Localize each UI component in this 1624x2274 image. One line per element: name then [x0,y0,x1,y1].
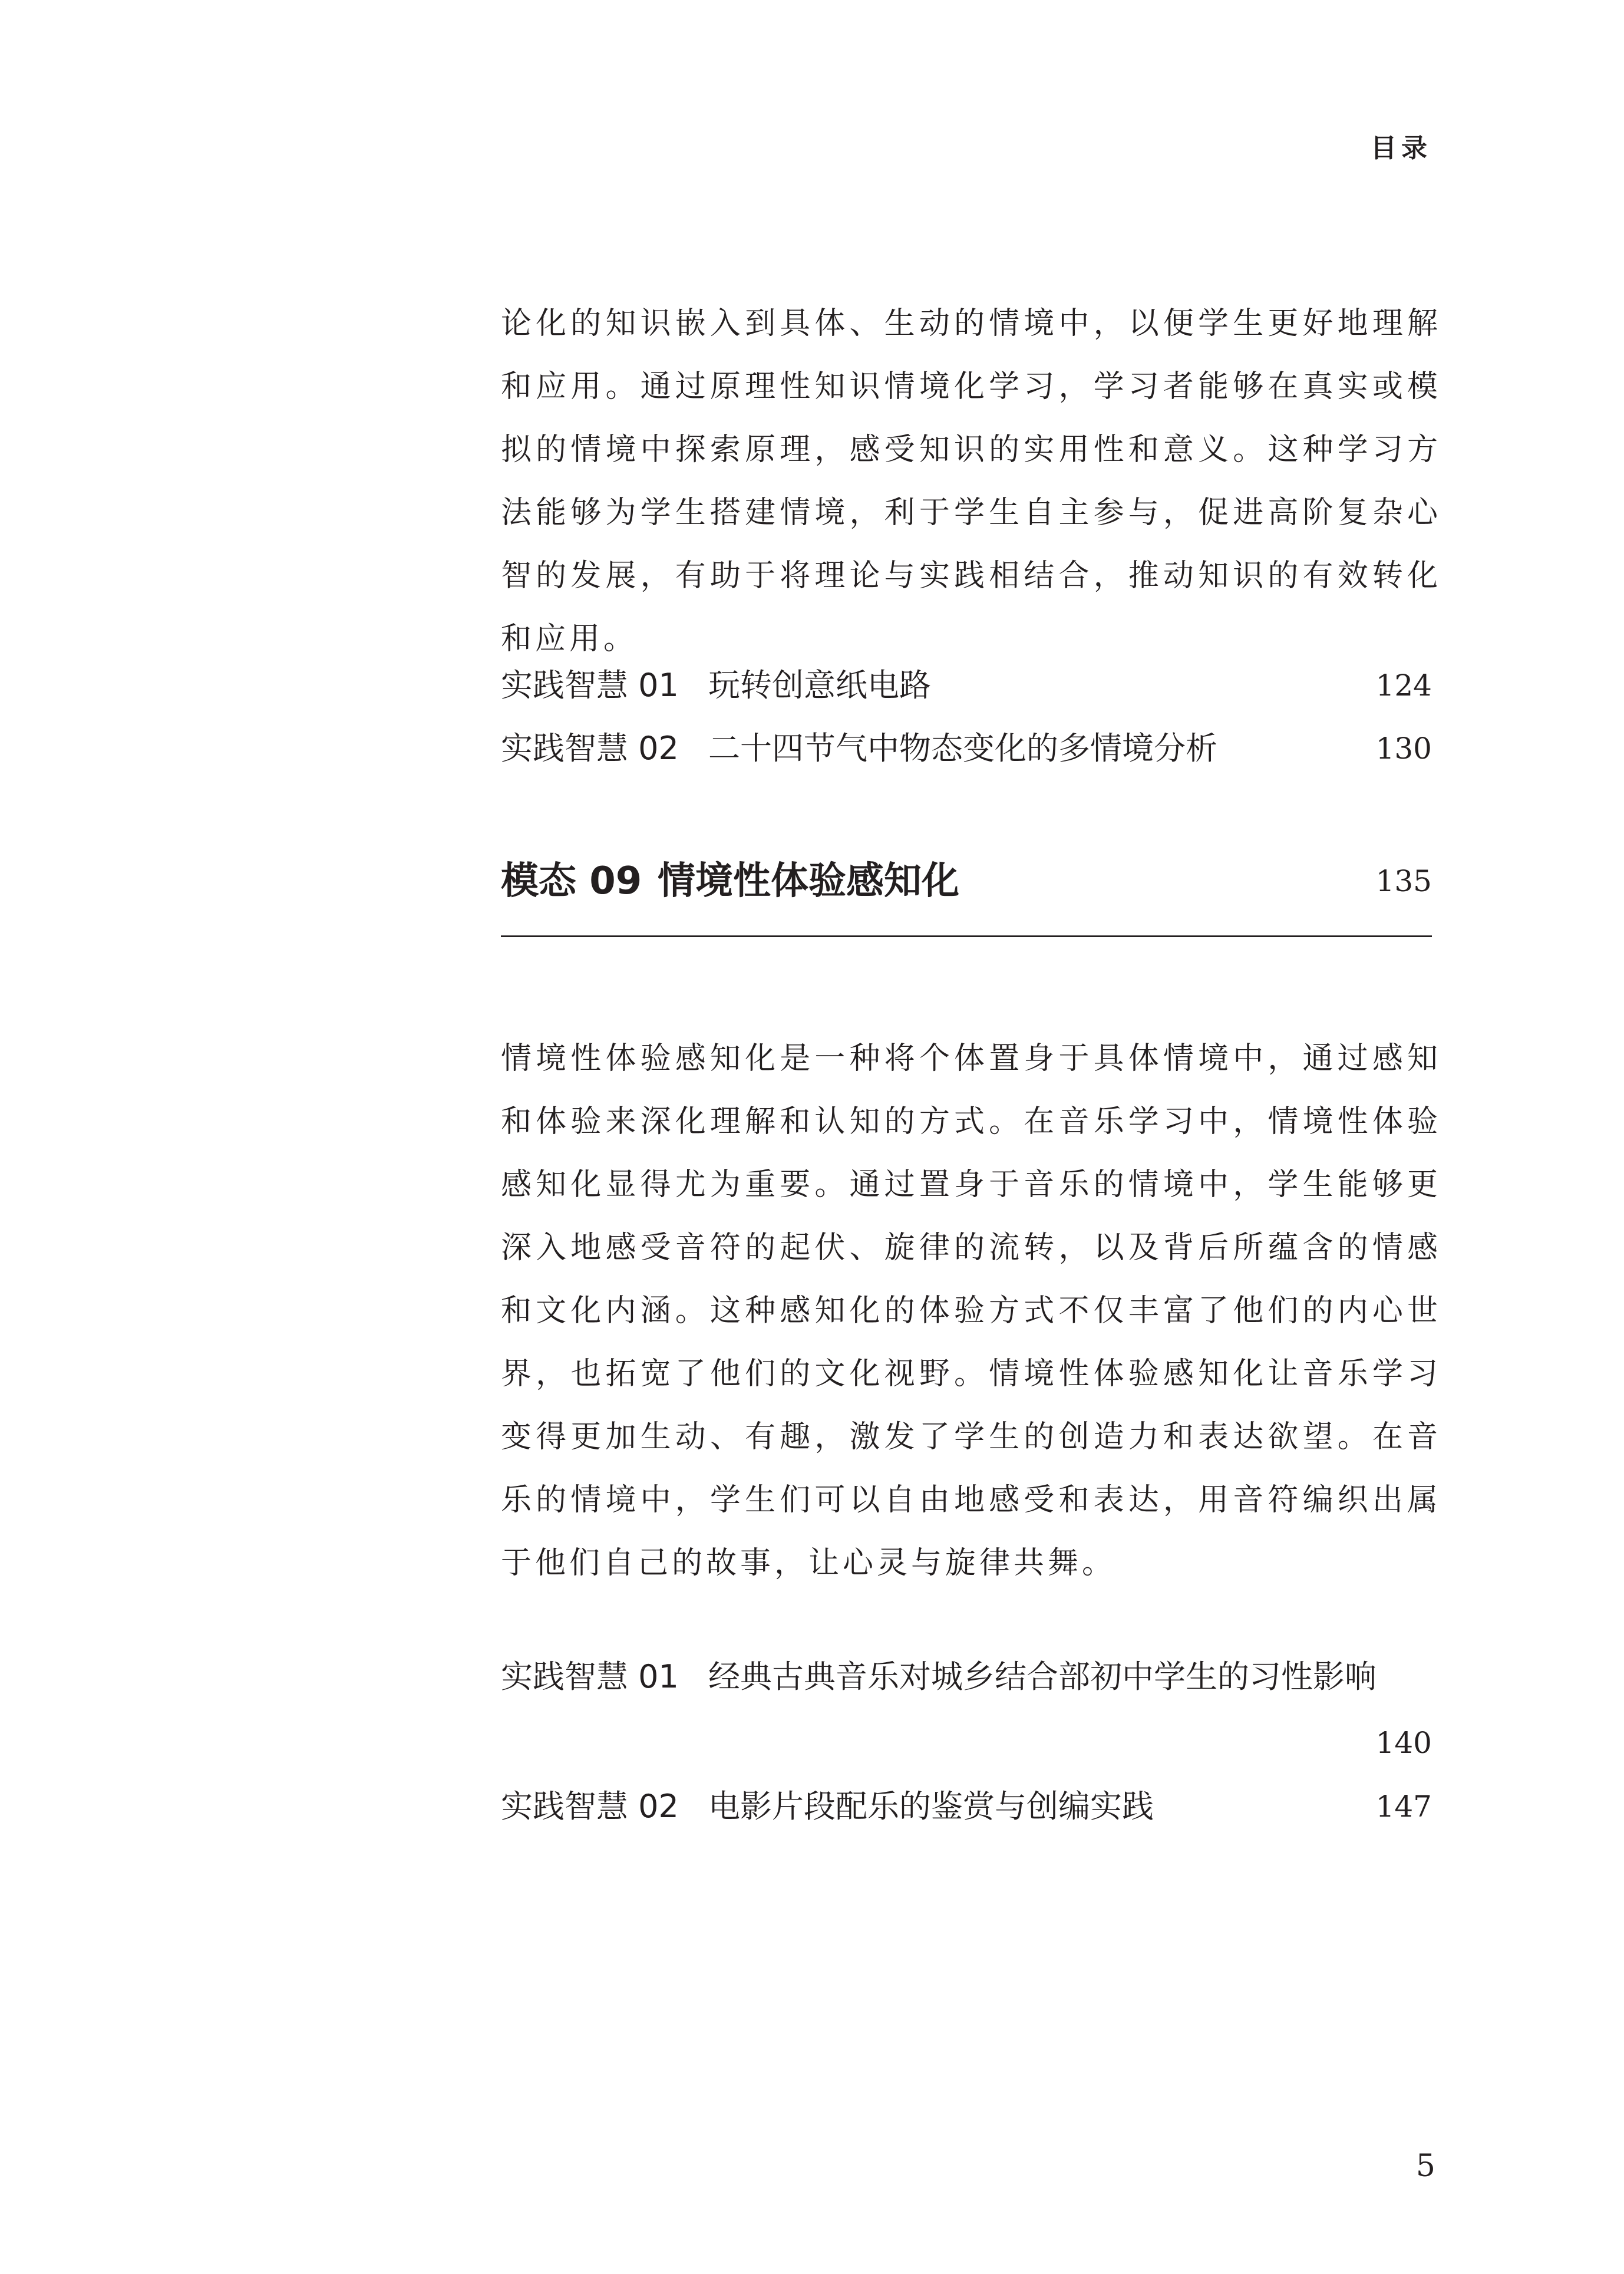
section-divider [501,935,1432,937]
toc-entry[interactable] [501,1650,1432,1703]
toc-entry-title: 经典古典音乐对城乡结合部初中学生的习性影响 [708,1658,1377,1695]
toc-entry-page: 147 [1375,1789,1432,1824]
section-8-intro-paragraph: 论化的知识嵌入到具体、生动的情境中，以便学生更好地理解和应用。通过原理性知识情境化学习，学习者能够在真实或模拟的情境中探索原理，感受知识的实用性和意义。这种学习方法能够为学生搭建情境，利于学生自主参与，促进高阶复杂心智的发展，有助于将理论与实践相结合，推动知识的有效转化和应用。 [501,306,1441,657]
running-head-title: 目录 [1371,133,1432,163]
toc-entry-page: 130 [1375,731,1432,766]
section-9-title: 情境性体验感知化 [658,859,959,903]
page-number: 5 [1415,2148,1435,2184]
section-9-heading[interactable] [501,849,1432,914]
section-9-intro-paragraph: 情境性体验感知化是一种将个体置身于具体情境中，通过感知和体验来深化理解和认知的方式。在音乐学习中，情境性体验感知化显得尤为重要。通过置身于音乐的情境中，学生能够更深入地感受音符的起伏、旋律的流转，以及背后所蕴含的情感和文化内涵。这种感知化的体验方式不仅丰富了他们的内心世界，也拓宽了他们的文化视野。情境性体验感知化让音乐学习变得更加生动、有趣，激发了学生的创造力和表达欲望。在音乐的情境中，学生们可以自由地感受和表达，用音符编织出属于他们自己的故事，让心灵与旋律共舞。 [501,1041,1441,1581]
toc-entry-page: 124 [1375,668,1432,703]
toc-entry[interactable] [501,722,1432,775]
toc-entry-label: 实践智慧 01 [501,1658,679,1695]
toc-entry[interactable] [501,1780,1432,1833]
toc-entry-label: 实践智慧 02 [501,730,679,767]
toc-entry-title: 二十四节气中物态变化的多情境分析 [708,730,1217,767]
toc-entry-page: 140 [1375,1726,1432,1760]
toc-entry-title: 电影片段配乐的鉴赏与创编实践 [708,1788,1154,1825]
toc-entry[interactable] [501,659,1432,712]
toc-entry-title: 玩转创意纸电路 [708,667,931,704]
toc-entry-label: 实践智慧 02 [501,1788,679,1825]
section-9-page: 135 [1375,864,1432,898]
section-9-number: 模态 09 [501,859,642,903]
toc-entry-label: 实践智慧 01 [501,667,679,704]
